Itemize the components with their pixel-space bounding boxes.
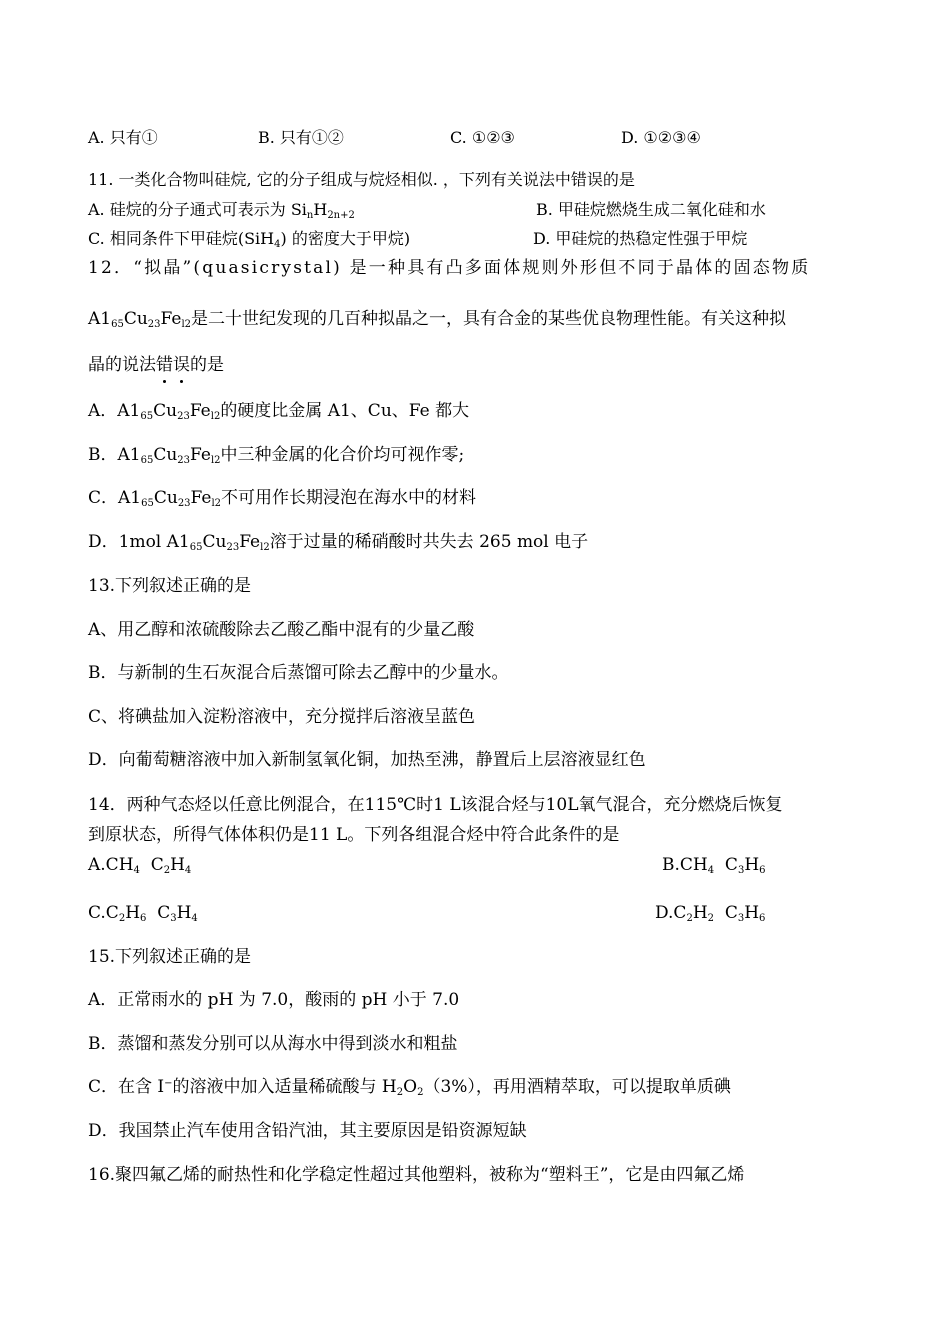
q11-a-sub2: 2n+2 [327, 210, 355, 221]
q13-option-b: B．与新制的生石灰混合后蒸馏可除去乙醇中的少量水。 [88, 663, 509, 683]
q11-a-text: A. 硅烷的分子通式可表示为 Si [88, 200, 307, 219]
q11-c-text: C. 相同条件下甲硅烷(SiH [88, 229, 275, 248]
q12-option-d: D．1mol $A1_{65}Cu_{23}Fe_{l2}$溶于过量的稀硝酸时共失去 265 mol 电子 [88, 532, 589, 553]
q14-stem-line1: 14．两种气态烃以任意比例混合，在115℃时1 L该混合烃与10L氧气混合，充分燃烧后恢复 [88, 795, 783, 815]
q12-option-b: B．$A1_{65}Cu_{23}Fe_{l2}$中三种金属的化合价均可视作零; [88, 445, 465, 466]
emphasis-dot-1: 错 [156, 355, 173, 375]
q12-b-formula: $A1_{65}Cu_{23}Fe_{l2}$ [117, 445, 221, 466]
q11-option-c [88, 228, 410, 250]
q12-a-formula: $A1_{65}Cu_{23}Fe_{l2}$ [117, 401, 221, 422]
q11-stem: 11. 一类化合物叫硅烷, 它的分子组成与烷烃相似. ，下列有关说法中错误的是 [88, 170, 635, 189]
q12-stem-line2 [88, 308, 786, 330]
q10-option-c: C. ①②③ [450, 128, 515, 147]
q13-option-a: A、用乙醇和浓硫酸除去乙酸乙酯中混有的少量乙酸 [88, 620, 475, 640]
q11-option-b: B. 甲硅烷燃烧生成二氧化硅和水 [536, 200, 766, 219]
q11-a-mid: H [313, 200, 328, 219]
q12-option-a: A．$A1_{65}Cu_{23}Fe_{l2}$的硬度比金属 A1、Cu、Fe 都大 [88, 401, 470, 422]
q12-stem-line1: 12．“拟晶”(quasicrystal) 是一种具有凸多面体规则外形但不同于晶体的固态物质 [88, 258, 811, 278]
q14-option-d: $D.C_2H_2$ $C_3H_6$ [655, 903, 766, 924]
q15-stem: 15.下列叙述正确的是 [88, 947, 252, 967]
q15-option-a: A．正常雨水的 pH 为 7.0，酸雨的 pH 小于 7.0 [88, 990, 460, 1010]
q12-stem-line3: 晶的说法错误的是 [88, 355, 224, 375]
q10-option-d: D. ①②③④ [621, 128, 701, 147]
q12-d-formula: $A1_{65}Cu_{23}Fe_{l2}$ [166, 532, 270, 553]
q13-stem: 13.下列叙述正确的是 [88, 576, 252, 596]
q11-option-d: D. 甲硅烷的热稳定性强于甲烷 [533, 229, 748, 248]
q12-stem-line2-text: 是二十世纪发现的几百种拟晶之一，具有合金的某些优良物理性能。有关这种拟 [191, 309, 787, 329]
q11-c-post: ) 的密度大于甲烷) [280, 229, 411, 248]
q11-a-sub1: n [306, 210, 314, 221]
q10-option-b: B. 只有①② [258, 128, 344, 147]
q13-option-c: C、将碘盐加入淀粉溶液中，充分搅拌后溶液呈蓝色 [88, 707, 476, 727]
q15-option-b: B．蒸馏和蒸发分别可以从海水中得到淡水和粗盐 [88, 1034, 458, 1054]
q14-option-a: $A.CH_4$ $C_2H_4$ [88, 855, 192, 876]
q15-option-d: D．我国禁止汽车使用含铅汽油，其主要原因是铅资源短缺 [88, 1121, 527, 1141]
q10-option-a: A. 只有① [88, 128, 158, 147]
q14-option-c: $C.C_2H_6$ $C_3H_4$ [88, 903, 198, 924]
q15-option-c: C．在含 I−的溶液中加入适量稀硫酸与 $H_2O_2(3\%)$，再用酒精萃取，可以提取单质碘 [88, 1077, 731, 1098]
emphasis-dot-2: 误 [173, 355, 190, 375]
q11-c-sub: 4 [274, 239, 281, 250]
q16-stem-line1: 16.聚四氟乙烯的耐热性和化学稳定性超过其他塑料，被称为“塑料王”，它是由四氟乙烯 [88, 1165, 745, 1185]
q12-formula: $A1_{65}Cu_{23}Fe_{l2}$ [88, 309, 192, 330]
q14-stem-line2: 到原状态，所得气体体积仍是11 L。下列各组混合烃中符合此条件的是 [88, 825, 620, 845]
q12-c-formula: $A1_{65}Cu_{23}Fe_{l2}$ [118, 488, 222, 509]
q11-option-a [88, 199, 355, 221]
q13-option-d: D．向葡萄糖溶液中加入新制氢氧化铜，加热至沸，静置后上层溶液显红色 [88, 750, 646, 770]
q14-option-b: $B.CH_4$ $C_3H_6$ [662, 855, 766, 876]
q12-option-c: C．$A1_{65}Cu_{23}Fe_{l2}$不可用作长期浸泡在海水中的材料 [88, 488, 477, 509]
